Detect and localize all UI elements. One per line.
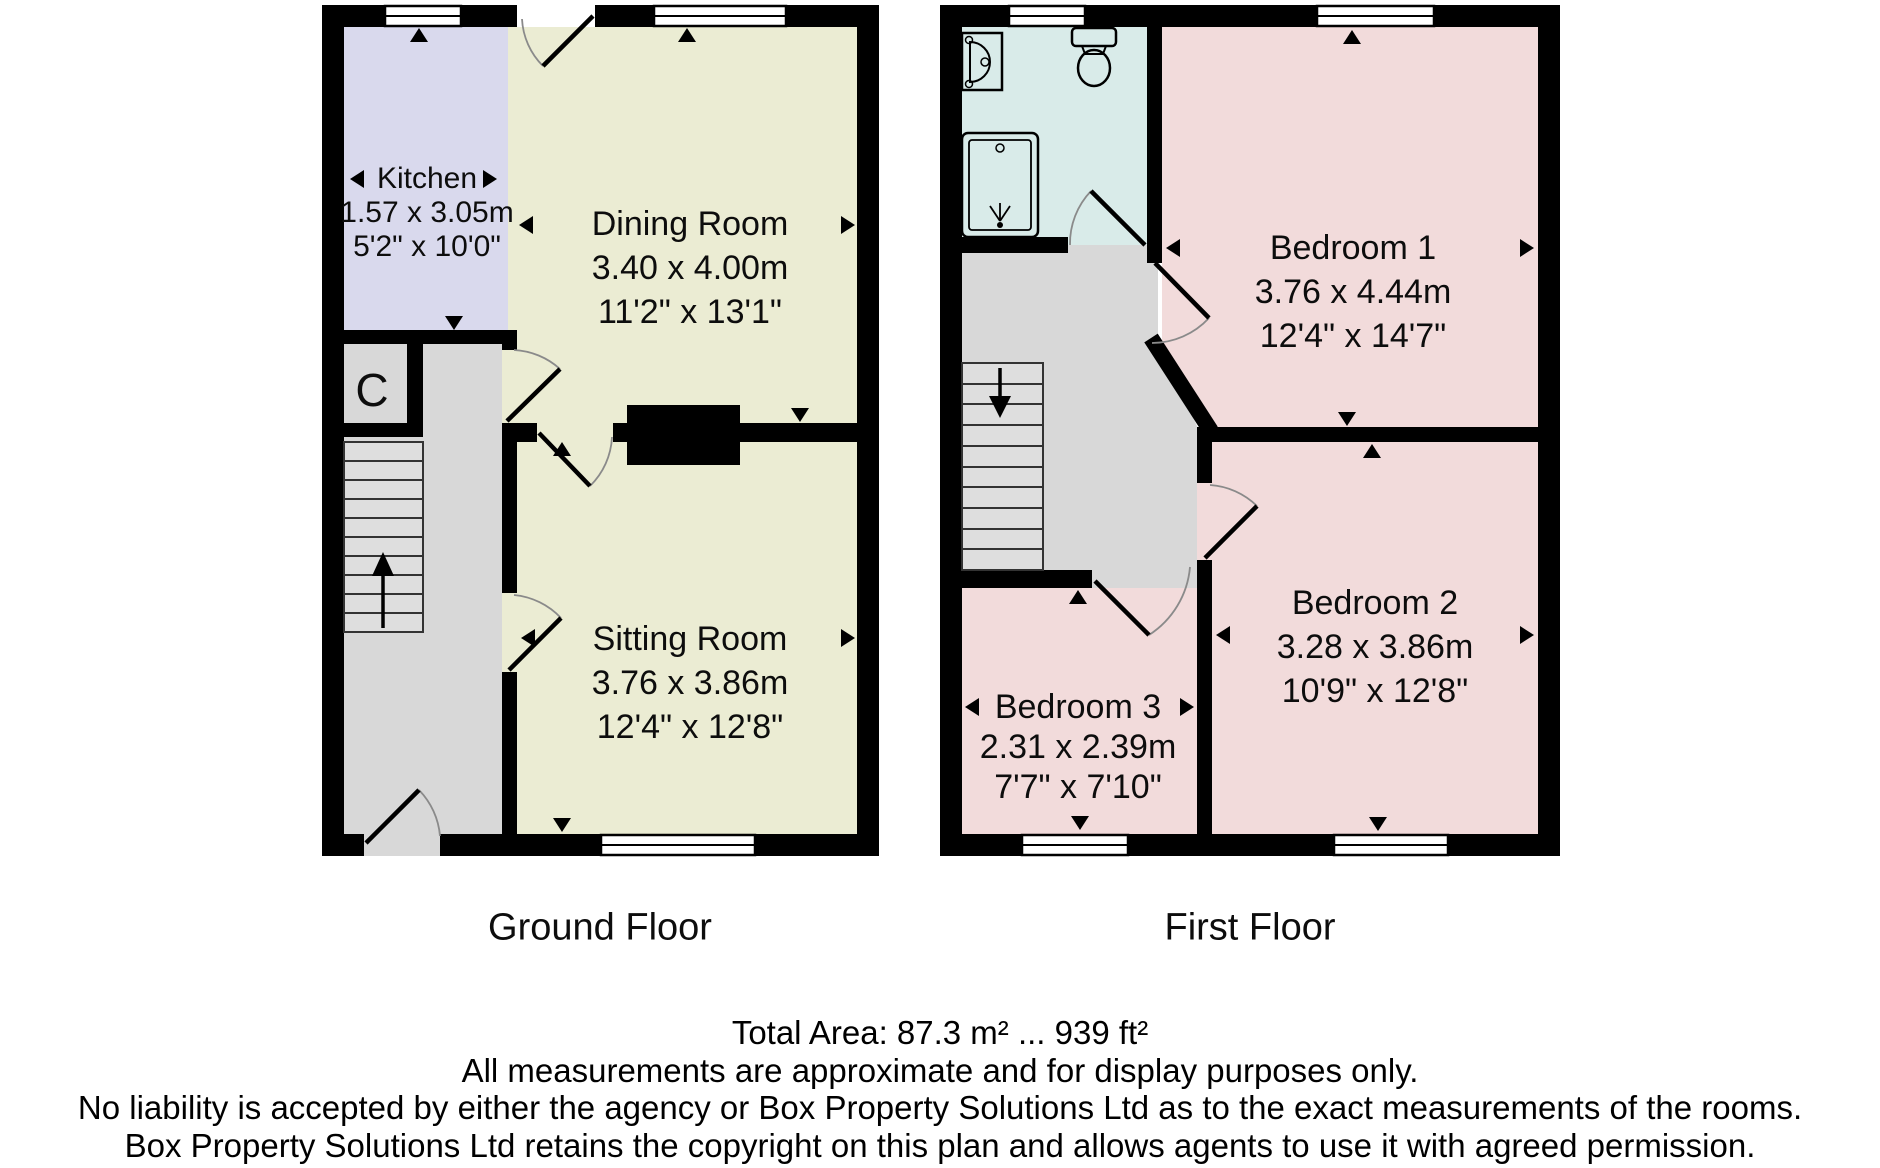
disclaimer-line-2: No liability is accepted by either the agency or Box Property Solutions Ltd as to the exact measurements of the rooms. [77, 1089, 1803, 1126]
bedroom1-imperial: 12'4" x 14'7" [1259, 317, 1447, 355]
bedroom3-metric: 2.31 x 2.39m [979, 728, 1177, 766]
doorway-bedroom2 [1197, 483, 1212, 560]
front-doorway-floor [364, 834, 440, 856]
bedroom1-metric: 3.76 x 4.44m [1254, 273, 1452, 311]
bedroom3-imperial: 7'7" x 7'10" [994, 768, 1162, 806]
bedroom2-name: Bedroom 2 [1291, 584, 1459, 622]
bathroom-window-icon [1009, 6, 1085, 26]
bedroom1-window-icon [1317, 6, 1434, 26]
sitting-window-icon [601, 835, 755, 855]
kitchen-imperial: 5'2" x 10'0" [353, 230, 501, 263]
first-floor-title: First Floor [1164, 906, 1336, 949]
bedroom2-window-icon [1334, 835, 1448, 855]
sitting-room-label [592, 617, 789, 749]
dining-metric: 3.40 x 4.00m [591, 249, 789, 287]
disclaimer-line-1: All measurements are approximate and for display purposes only. [461, 1051, 1419, 1089]
kitchen-name: Kitchen [376, 162, 478, 195]
total-area-line: Total Area: 87.3 m² ... 939 ft² [731, 1014, 1149, 1051]
fireplace [627, 405, 740, 465]
bedroom3-window-icon [1022, 835, 1128, 855]
bedroom2-label [1277, 581, 1474, 713]
doorway-dining-sitting [537, 423, 613, 442]
bedroom2-metric: 3.28 x 3.86m [1276, 628, 1474, 666]
dining-room-label [592, 202, 789, 334]
bedroom3-label [980, 687, 1177, 807]
sitting-imperial: 12'4" x 12'8" [596, 708, 784, 746]
first-floor-stairs [962, 363, 1043, 570]
bedroom1-name: Bedroom 1 [1269, 229, 1437, 267]
ground-floor-title: Ground Floor [488, 906, 712, 949]
disclaimer-text [0, 1014, 1880, 1164]
bedroom3-name: Bedroom 3 [994, 688, 1162, 726]
kitchen-label [340, 162, 513, 264]
disclaimer-line-3: Box Property Solutions Ltd retains the copyright on this plan and allows agents to use it with agreed permission. [124, 1126, 1756, 1164]
kitchen-metric: 1.57 x 3.05m [340, 196, 514, 229]
sitting-metric: 3.76 x 3.86m [591, 664, 789, 702]
bedroom2-imperial: 10'9" x 12'8" [1281, 672, 1469, 710]
cupboard-label: C [355, 364, 389, 416]
kitchen-window-icon [385, 6, 461, 26]
doorway-hall-sitting [502, 593, 517, 672]
dining-imperial: 11'2" x 13'1" [598, 293, 782, 331]
sitting-name: Sitting Room [592, 620, 788, 658]
bedroom1-label [1255, 226, 1452, 358]
dining-window-icon [654, 6, 786, 26]
dining-name: Dining Room [591, 205, 789, 243]
